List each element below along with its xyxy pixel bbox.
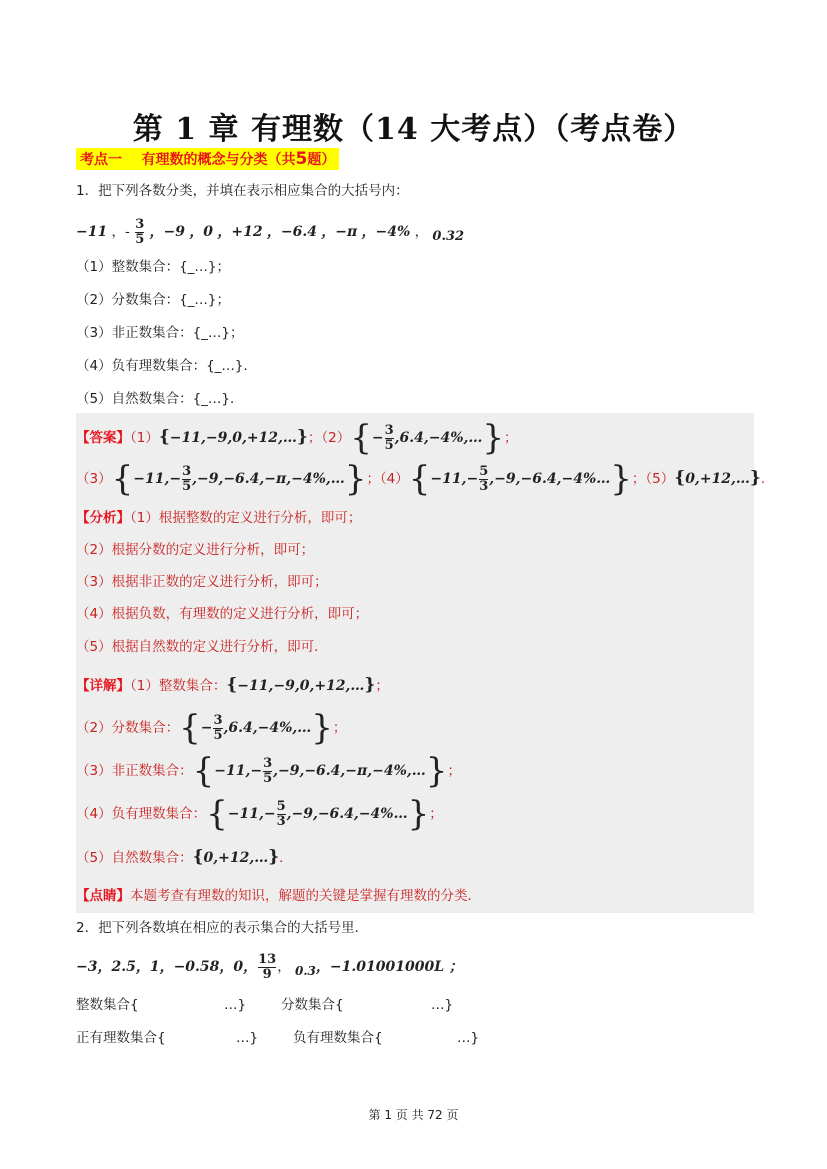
brace-open: { — [111, 459, 134, 499]
brace-open: { — [226, 675, 238, 695]
q2-repeating: 0.3 — [295, 964, 316, 978]
detail-1-end: ； — [375, 678, 389, 694]
detail-3-fraction — [263, 757, 272, 786]
q1-set-2: （2）分数集合：{_…}； — [76, 292, 231, 308]
detail-1-set: −11,−9,0,+12,… — [237, 678, 365, 694]
answer-end-2: ； — [504, 430, 518, 446]
detail-line-4 — [76, 796, 443, 832]
answer-tag: 【答案】 — [76, 430, 130, 446]
q2-integer-set-open: 整数集合{ — [76, 997, 139, 1013]
comment-text: 本题考查有理数的知识，解题的关键是掌握有理数的分类． — [130, 888, 481, 904]
section-heading — [76, 148, 339, 170]
answer-3-label: （3） — [76, 471, 112, 487]
frac-den: 9 — [258, 967, 276, 982]
analysis-line-4: （4）根据负数，有理数的定义进行分析，即可； — [76, 606, 369, 622]
detail-line-2 — [76, 710, 346, 746]
comment-tag: 【点睛】 — [76, 888, 130, 904]
frac-den: 5 — [182, 478, 192, 494]
q1-frac-num: 3 — [135, 216, 145, 232]
answer-4-pre: −11,− — [430, 471, 479, 487]
answer-5-set: 0,+12,… — [685, 471, 750, 487]
q2-positive-set-close: …} — [236, 1030, 259, 1046]
q1-num-4: ，0 — [189, 224, 214, 240]
answer-1-label: （1） — [130, 430, 159, 446]
frac-num: 5 — [479, 463, 489, 479]
frac-den: 5 — [213, 727, 223, 743]
q2-numbers — [76, 948, 463, 986]
answer-end-5: ． — [760, 471, 775, 487]
frac-num: 3 — [182, 463, 192, 479]
q2-negative-set-open: 负有理数集合{ — [293, 1030, 383, 1046]
q1-set-1: （1）整数集合：{_…}； — [76, 259, 231, 275]
detail-line-3 — [76, 753, 461, 789]
q2-numbers-b: ， — [277, 959, 291, 975]
detail-3-pre: −11,− — [214, 763, 263, 779]
analysis-tag: 【分析】 — [76, 510, 130, 526]
q1-num-1: −11 — [76, 224, 108, 240]
detail-2-end: ； — [332, 720, 347, 736]
q1-set-5: （5）自然数集合：{_…}． — [76, 391, 244, 407]
detail-3-end: ； — [447, 763, 461, 779]
q2-stem: 2．把下列各数填在相应的表示集合的大括号里． — [76, 920, 369, 936]
answer-4-fraction — [479, 465, 488, 494]
brace-open: { — [192, 751, 215, 791]
q1-num-7: ，−π — [321, 224, 358, 240]
frac-den: 3 — [479, 478, 489, 494]
detail-4-fraction — [277, 800, 286, 829]
q1-num-5: ，+12 — [217, 224, 263, 240]
answer-2-pre: − — [371, 430, 384, 446]
analysis-line-5: （5）根据自然数的定义进行分析，即可． — [76, 639, 328, 655]
detail-5-label: （5）自然数集合： — [76, 850, 193, 866]
analysis-text-1: （1）根据整数的定义进行分析，即可； — [130, 510, 362, 526]
frac-den: 3 — [276, 813, 286, 829]
brace-open: { — [408, 459, 431, 499]
brace-close: } — [407, 794, 430, 834]
brace-close: } — [610, 459, 632, 499]
q1-num-3: ，−9 — [149, 224, 186, 240]
brace-close: } — [482, 418, 505, 458]
answer-3-post: ,−9,−6.4,−π,−4%,… — [192, 471, 345, 487]
answer-3-fraction — [182, 465, 191, 494]
frac-den: 5 — [263, 770, 273, 786]
brace-close: } — [364, 675, 376, 695]
q1-num-6: ，−6.4 — [266, 224, 317, 240]
brace-close: } — [296, 427, 308, 447]
answer-2-fraction — [385, 424, 394, 453]
detail-5-set: 0,+12,… — [203, 850, 269, 866]
answer-1-set: −11,−9,0,+12,… — [169, 430, 297, 446]
brace-close: } — [268, 847, 280, 867]
brace-open: { — [350, 418, 372, 458]
detail-2-post: ,6.4,−4%,… — [223, 720, 312, 736]
q2-fraction — [258, 953, 276, 982]
frac-num: 3 — [213, 712, 223, 728]
detail-line-1 — [76, 675, 389, 696]
detail-3-post: ,−9,−6.4,−π,−4%,… — [273, 763, 426, 779]
comment-line — [76, 886, 481, 906]
answer-line-1 — [76, 418, 518, 458]
analysis-line-1 — [76, 508, 361, 528]
brace-open: { — [158, 427, 170, 447]
brace-open: { — [206, 794, 228, 834]
q1-num-2: ，- — [111, 224, 130, 240]
frac-num: 3 — [263, 755, 273, 771]
brace-open: { — [179, 708, 201, 748]
q2-numbers-a: −3，2.5，1，−0.58，0， — [76, 959, 258, 975]
page-title: 第 1 章 有理数（14 大考点）（考点卷） — [132, 112, 695, 147]
q2-positive-set-open: 正有理数集合{ — [76, 1030, 166, 1046]
brace-open: { — [192, 847, 204, 867]
q2-numbers-c: ，−1.01001000L ； — [315, 959, 463, 975]
q1-fraction — [135, 218, 144, 247]
brace-open: { — [674, 468, 686, 488]
frac-num: 5 — [276, 798, 286, 814]
section-name: 有理数的概念与分类（共 — [141, 152, 296, 168]
q2-integer-set-close: …} — [224, 997, 247, 1013]
analysis-line-3: （3）根据非正数的定义进行分析，即可； — [76, 574, 328, 590]
q1-set-3: （3）非正数集合：{_…}； — [76, 325, 244, 341]
page-footer: 第 1 页 共 72 页 — [368, 1108, 459, 1122]
detail-5-end: ． — [279, 850, 293, 866]
q1-frac-den: 5 — [135, 231, 145, 247]
detail-1-label: （1）整数集合： — [130, 678, 227, 694]
q1-stem: 1．把下列各数分类，并填在表示相应集合的大括号内： — [76, 183, 409, 199]
analysis-line-2: （2）根据分数的定义进行分析，即可； — [76, 542, 315, 558]
answer-2-post: ,6.4,−4%,… — [394, 430, 483, 446]
q1-num-8: ，−4% — [361, 224, 411, 240]
q1-num-repeating: 0.32 — [432, 229, 465, 244]
brace-close: } — [425, 751, 448, 791]
answer-sep-4: ；（5） — [631, 471, 675, 487]
detail-4-pre: −11,− — [227, 806, 276, 822]
detail-2-pre: − — [200, 720, 213, 736]
brace-close: } — [311, 708, 333, 748]
frac-num: 3 — [384, 422, 394, 438]
answer-sep-1: ；（2） — [307, 430, 351, 446]
q2-fraction-set-close: …} — [431, 997, 454, 1013]
q2-negative-set-close: …} — [457, 1030, 480, 1046]
q2-fraction-set-open: 分数集合{ — [281, 997, 344, 1013]
detail-4-label: （4）负有理数集合： — [76, 806, 207, 822]
section-count: 5 — [295, 149, 308, 169]
detail-line-5 — [76, 847, 293, 868]
brace-close: } — [749, 468, 761, 488]
answer-4-post: ,−9,−6.4,−4%… — [489, 471, 611, 487]
frac-den: 5 — [384, 437, 394, 453]
q1-set-4: （4）负有理数集合：{_…}． — [76, 358, 258, 374]
detail-4-end: ； — [429, 806, 443, 822]
detail-tag: 【详解】 — [76, 678, 130, 694]
answer-sep-3: ；（4） — [366, 471, 409, 487]
answer-line-2 — [76, 459, 775, 499]
answer-3-pre: −11,− — [133, 471, 182, 487]
q1-numbers — [76, 214, 464, 250]
brace-close: } — [344, 459, 367, 499]
detail-3-label: （3）非正数集合： — [76, 763, 193, 779]
section-suffix: 题） — [307, 152, 336, 168]
frac-num: 13 — [258, 951, 277, 967]
detail-2-label: （2）分数集合： — [76, 720, 180, 736]
detail-4-post: ,−9,−6.4,−4%… — [286, 806, 408, 822]
q1-num-9: ， — [414, 224, 429, 240]
detail-2-fraction — [213, 714, 222, 743]
section-prefix: 考点一 — [80, 152, 122, 168]
